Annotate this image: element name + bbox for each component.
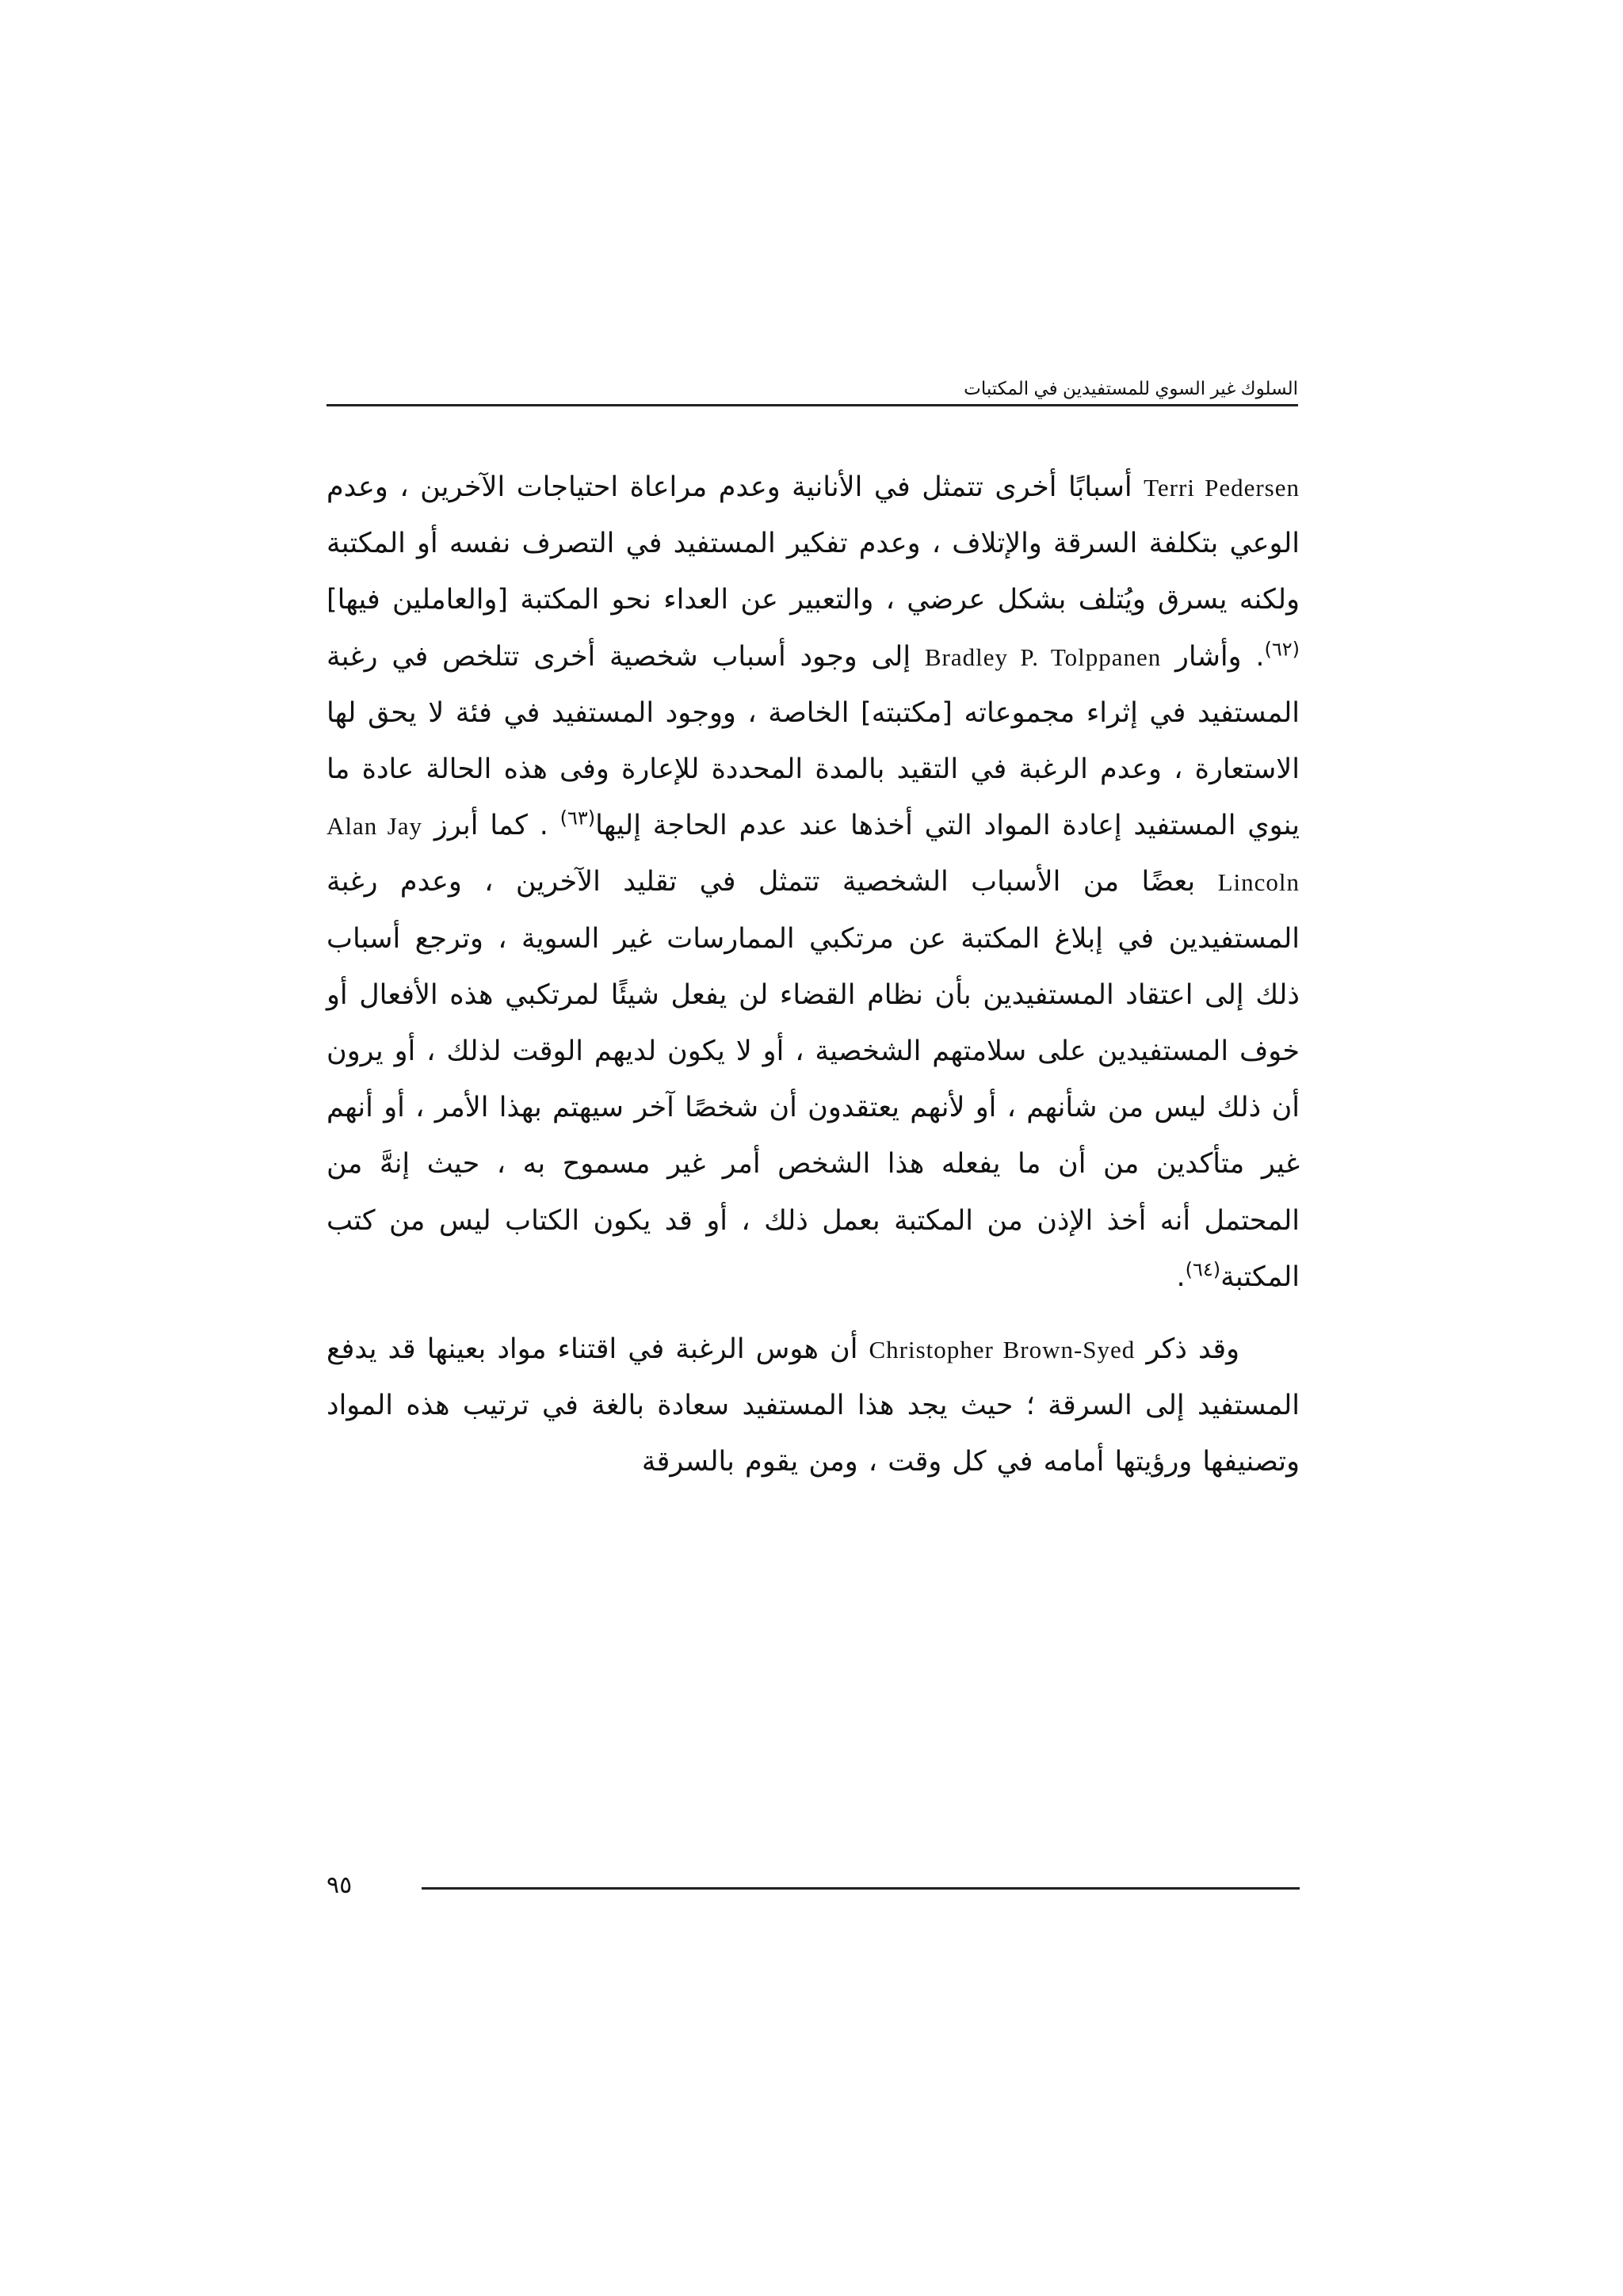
text-run: . كما أبرز: [422, 810, 560, 842]
footer-rule: [422, 1887, 1300, 1890]
paragraph: [327, 1322, 1300, 1491]
running-header: [327, 366, 1298, 406]
text-run: أن هوس الرغبة في اقتناء مواد بعينها قد يدفع المستفيد إلى السرقة ؛ حيث يجد هذا المستفيد سعادة بالغة في ترتيب هذه المواد وتصنيفها ورؤيتها أمامه في كل وقت ، ومن يقوم بالسرقة: [327, 1333, 1300, 1478]
text-run: .: [1176, 1261, 1186, 1293]
footnote-reference: (٦٤): [1185, 1258, 1221, 1281]
page-footer: [327, 1870, 1300, 1901]
latin-name: Christopher Brown-Syed: [869, 1336, 1136, 1364]
running-header-title: السلوك غير السوي للمستفيدين في المكتبات: [959, 378, 1298, 399]
text-run: وقد ذكر: [1135, 1333, 1239, 1366]
text-run: بعضًا من الأسباب الشخصية تتمثل في تقليد الآخرين ، وعدم رغبة المستفيدين في إبلاغ المكتبة عن مرتكبي الممارسات غير السوية ، وترجع أسباب ذلك إلى اعتقاد المستفيدين بأن نظام القضاء لن يفعل شيئًا لمرتكبي هذه الأفعال أو خوف المستفيدين على سلامتهم الشخصية ، أو لا يكون لديهم الوقت لذلك ، أو يرون أن ذلك ليس من شأنهم ، أو لأنهم يعتقدون أن شخصًا آخر سيهتم بهذا الأمر ، أو أنهم غير متأكدين من أن ما يفعله هذا الشخص أمر غير مسموح به ، حيث إنهَّ من المحتمل أنه أخذ الإذن من المكتبة بعمل ذلك ، أو قد يكون الكتاب ليس من كتب المكتبة: [327, 866, 1300, 1293]
body-text: [327, 460, 1300, 1491]
footnote-reference: (٦٢): [1264, 637, 1300, 660]
latin-name: Alan Jay Lincoln: [327, 812, 1300, 897]
text-run: إلى وجود أسباب شخصية أخرى تتلخص في رغبة المستفيد في إثراء مجموعاته [مكتبته] الخاصة ، ووجود المستفيد في فئة لا يحق لها الاستعارة ، وعدم الرغبة في التقيد بالمدة المحددة للإعارة وفى هذه الحالة عادة ما ينوي المستفيد إعادة المواد التي أخذها عند عدم الحاجة إليها: [327, 640, 1300, 842]
paragraph: [327, 460, 1300, 1306]
latin-name: Terri Pedersen: [1144, 474, 1300, 502]
text-run: أسبابًا أخرى تتمثل في الأنانية وعدم مراعاة احتياجات الآخرين ، وعدم الوعي بتكلفة السرقة والإتلاف ، وعدم تفكير المستفيد في التصرف نفسه أو المكتبة ولكنه يسرق ويُتلف بشكل عرضي ، والتعبير عن العداء نحو المكتبة [والعاملين فيها]: [327, 471, 1300, 616]
footnote-reference: (٦٣): [559, 807, 596, 830]
latin-name: Bradley P. Tolppanen: [924, 643, 1162, 671]
text-run: . وأشار: [1161, 640, 1265, 673]
page-number: ٩٥: [327, 1871, 353, 1899]
